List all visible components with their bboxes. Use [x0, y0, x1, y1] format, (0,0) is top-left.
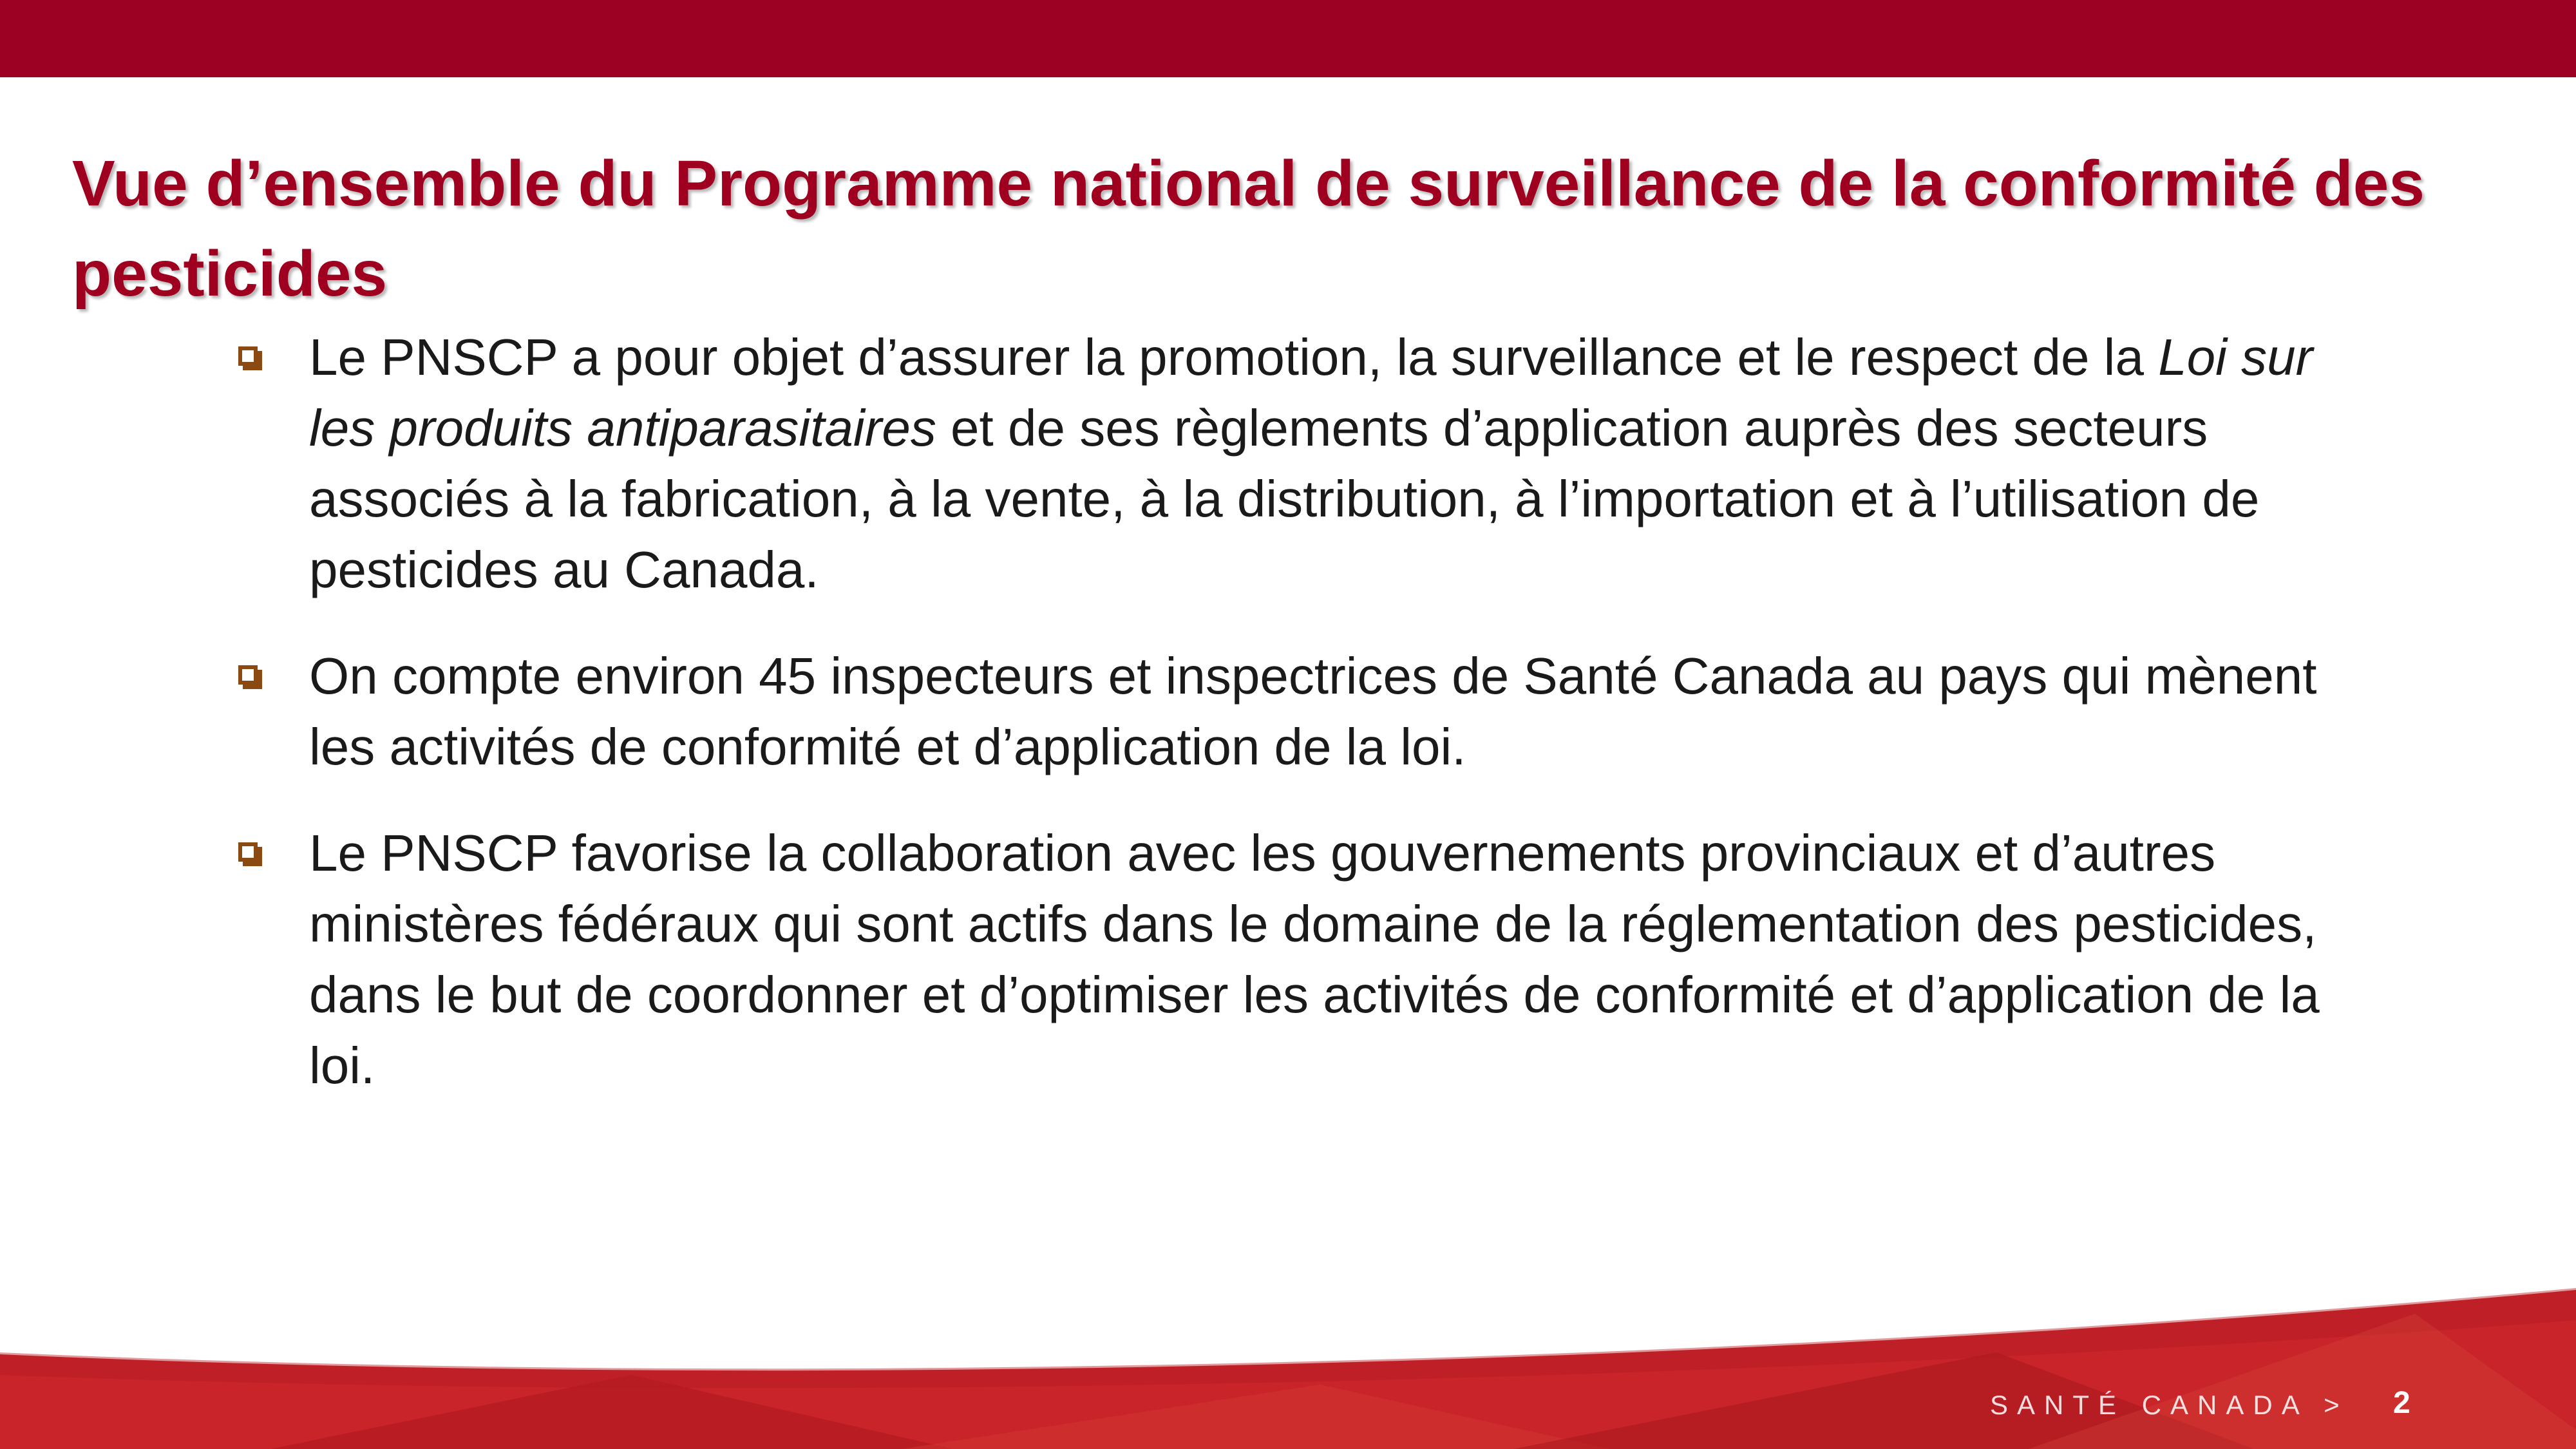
bullet-item [238, 818, 2363, 1101]
footer-wave-band [0, 1262, 2576, 1449]
organization-label: SANTÉ CANADA > [1990, 1390, 2349, 1420]
bullet-text: On compte environ 45 inspecteurs et inspectrices de Santé Canada au pays qui mènent les activités de conformité et d’application de la loi. [309, 647, 2317, 775]
top-banner [0, 0, 2576, 77]
checkbox-bullet-icon [238, 665, 258, 685]
slide-title: Vue d’ensemble du Programme national de surveillance de la conformité des pesticides [72, 147, 2425, 310]
law-title: Loi sur les produits antiparasitaires [309, 328, 2313, 457]
bullet-text: Le PNSCP favorise la collaboration avec les gouvernements provinciaux et d’autres ministères fédéraux qui sont actifs dans le domaine de la réglementation des pesticides, dans le but de coordonner et d’optimiser les activités de conformité et d’application de la loi. [309, 824, 2320, 1094]
page-number: 2 [2393, 1386, 2410, 1420]
checkbox-bullet-icon [238, 842, 258, 862]
bullet-text-end: et de ses règlements d’application auprès des secteurs associés à la fabrication, à la vente, à la distribution, à l’importation et à l’utilisation de pesticides au Canada. [309, 399, 2260, 598]
bullet-list [238, 322, 2363, 1137]
bullet-text-start: Le PNSCP a pour objet d’assurer la promotion, la surveillance et le respect de la [309, 328, 2159, 386]
bullet-item [238, 641, 2363, 782]
bullet-item [238, 322, 2363, 605]
checkbox-bullet-icon [238, 346, 258, 366]
